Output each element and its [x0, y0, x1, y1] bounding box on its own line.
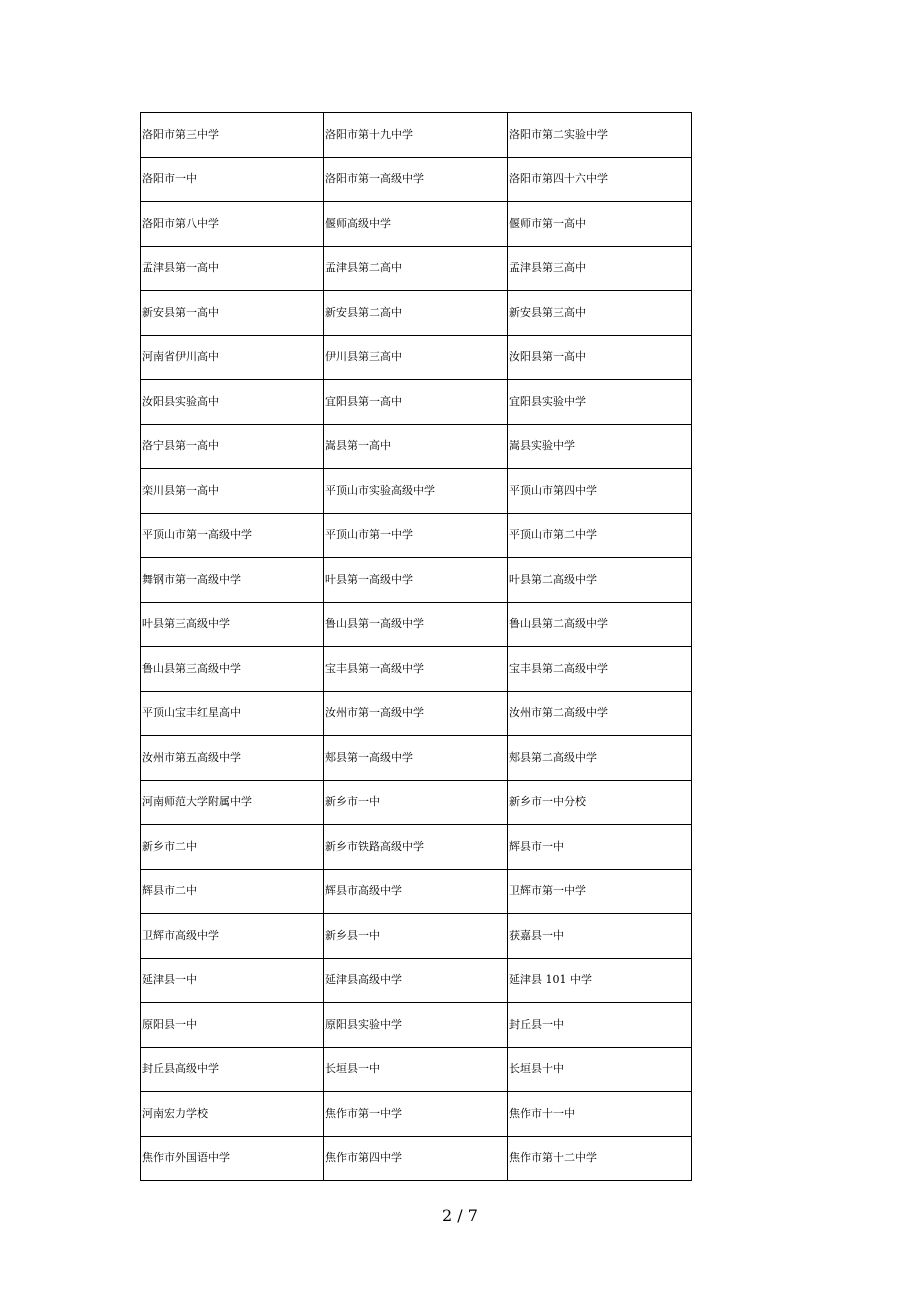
table-row: [141, 1136, 692, 1181]
table-cell: 宝丰县第一高级中学: [324, 647, 508, 692]
table-cell: 平顶山市第二中学: [508, 513, 692, 558]
table-row: [141, 157, 692, 202]
table-cell: 郏县第一高级中学: [324, 736, 508, 781]
page-number: [0, 1206, 920, 1226]
table-cell: 平顶山宝丰红星高中: [141, 691, 324, 736]
table-cell: 洛阳市第四十六中学: [508, 157, 692, 202]
table-cell: 栾川县第一高中: [141, 469, 324, 514]
table-cell: 新安县第二高中: [324, 291, 508, 336]
table-cell: 新乡市铁路高级中学: [324, 825, 508, 870]
table-cell: 平顶山市实验高级中学: [324, 469, 508, 514]
table-cell: 孟津县第一高中: [141, 246, 324, 291]
table-cell: 宝丰县第二高级中学: [508, 647, 692, 692]
table-cell: 新乡市二中: [141, 825, 324, 870]
table-cell: 封丘县高级中学: [141, 1047, 324, 1092]
table-row: [141, 380, 692, 425]
table-cell: 获嘉县一中: [508, 914, 692, 959]
table-cell: 新安县第一高中: [141, 291, 324, 336]
table-cell: 河南省伊川高中: [141, 335, 324, 380]
table-row: [141, 914, 692, 959]
table-cell: 原阳县一中: [141, 1003, 324, 1048]
page-number-text: 2 / 7: [442, 1206, 478, 1225]
table-row: [141, 113, 692, 158]
table-cell: 嵩县实验中学: [508, 424, 692, 469]
school-list-table: [140, 112, 692, 1181]
table-cell: 洛阳市第一高级中学: [324, 157, 508, 202]
table-cell: 卫辉市第一中学: [508, 869, 692, 914]
table-cell: 河南宏力学校: [141, 1092, 324, 1137]
table-row: [141, 513, 692, 558]
table-cell: 延津县一中: [141, 958, 324, 1003]
table-cell: 焦作市外国语中学: [141, 1136, 324, 1181]
table-row: [141, 958, 692, 1003]
table-cell: 焦作市十一中: [508, 1092, 692, 1137]
table-cell: 洛阳市一中: [141, 157, 324, 202]
table-cell: 宜阳县实验中学: [508, 380, 692, 425]
table-cell: 长垣县十中: [508, 1047, 692, 1092]
table-cell: 汝州市第五高级中学: [141, 736, 324, 781]
table-cell: 偃师高级中学: [324, 202, 508, 247]
table-cell: 平顶山市第一高级中学: [141, 513, 324, 558]
table-cell: 洛宁县第一高中: [141, 424, 324, 469]
table-cell: 叶县第一高级中学: [324, 558, 508, 603]
table-row: [141, 1003, 692, 1048]
table-cell: 伊川县第三高中: [324, 335, 508, 380]
table-cell: 原阳县实验中学: [324, 1003, 508, 1048]
table-cell: 辉县市高级中学: [324, 869, 508, 914]
table-cell: 辉县市二中: [141, 869, 324, 914]
table-row: [141, 424, 692, 469]
table-cell: 平顶山市第一中学: [324, 513, 508, 558]
table-cell: 河南师范大学附属中学: [141, 780, 324, 825]
table-cell: 延津县高级中学: [324, 958, 508, 1003]
table-cell: 延津县 101 中学: [508, 958, 692, 1003]
table-row: [141, 202, 692, 247]
table-row: [141, 469, 692, 514]
table-cell: 焦作市第一中学: [324, 1092, 508, 1137]
table-cell: 辉县市一中: [508, 825, 692, 870]
table-cell: 偃师市第一高中: [508, 202, 692, 247]
table-cell: 孟津县第三高中: [508, 246, 692, 291]
table-cell: 汝州市第二高级中学: [508, 691, 692, 736]
table-row: [141, 246, 692, 291]
table-cell: 鲁山县第三高级中学: [141, 647, 324, 692]
table-row: [141, 291, 692, 336]
table-row: [141, 869, 692, 914]
table-cell: 封丘县一中: [508, 1003, 692, 1048]
table-cell: 鲁山县第一高级中学: [324, 602, 508, 647]
table-cell: 洛阳市第八中学: [141, 202, 324, 247]
table-cell: 新安县第三高中: [508, 291, 692, 336]
table-row: [141, 780, 692, 825]
table-cell: 嵩县第一高中: [324, 424, 508, 469]
table-row: [141, 335, 692, 380]
table-cell: 汝阳县第一高中: [508, 335, 692, 380]
table-row: [141, 558, 692, 603]
table-cell: 焦作市第十二中学: [508, 1136, 692, 1181]
table-cell: 鲁山县第二高级中学: [508, 602, 692, 647]
table-cell: 洛阳市第十九中学: [324, 113, 508, 158]
table-cell: 新乡市一中分校: [508, 780, 692, 825]
table-cell: 卫辉市高级中学: [141, 914, 324, 959]
table-cell: 长垣县一中: [324, 1047, 508, 1092]
table-cell: 新乡市一中: [324, 780, 508, 825]
table-cell: 宜阳县第一高中: [324, 380, 508, 425]
table-row: [141, 736, 692, 781]
table-cell: 叶县第三高级中学: [141, 602, 324, 647]
table-row: [141, 1092, 692, 1137]
table-row: [141, 602, 692, 647]
table-cell: 新乡县一中: [324, 914, 508, 959]
table-cell: 洛阳市第二实验中学: [508, 113, 692, 158]
table-cell: 舞钢市第一高级中学: [141, 558, 324, 603]
table-cell: 叶县第二高级中学: [508, 558, 692, 603]
table-row: [141, 691, 692, 736]
table-row: [141, 647, 692, 692]
table-cell: 孟津县第二高中: [324, 246, 508, 291]
table-cell: 汝州市第一高级中学: [324, 691, 508, 736]
table-cell: 洛阳市第三中学: [141, 113, 324, 158]
table-cell: 平顶山市第四中学: [508, 469, 692, 514]
table-cell: 焦作市第四中学: [324, 1136, 508, 1181]
table-row: [141, 825, 692, 870]
table-cell: 汝阳县实验高中: [141, 380, 324, 425]
table-cell: 郏县第二高级中学: [508, 736, 692, 781]
table-body: [141, 113, 692, 1181]
table-row: [141, 1047, 692, 1092]
